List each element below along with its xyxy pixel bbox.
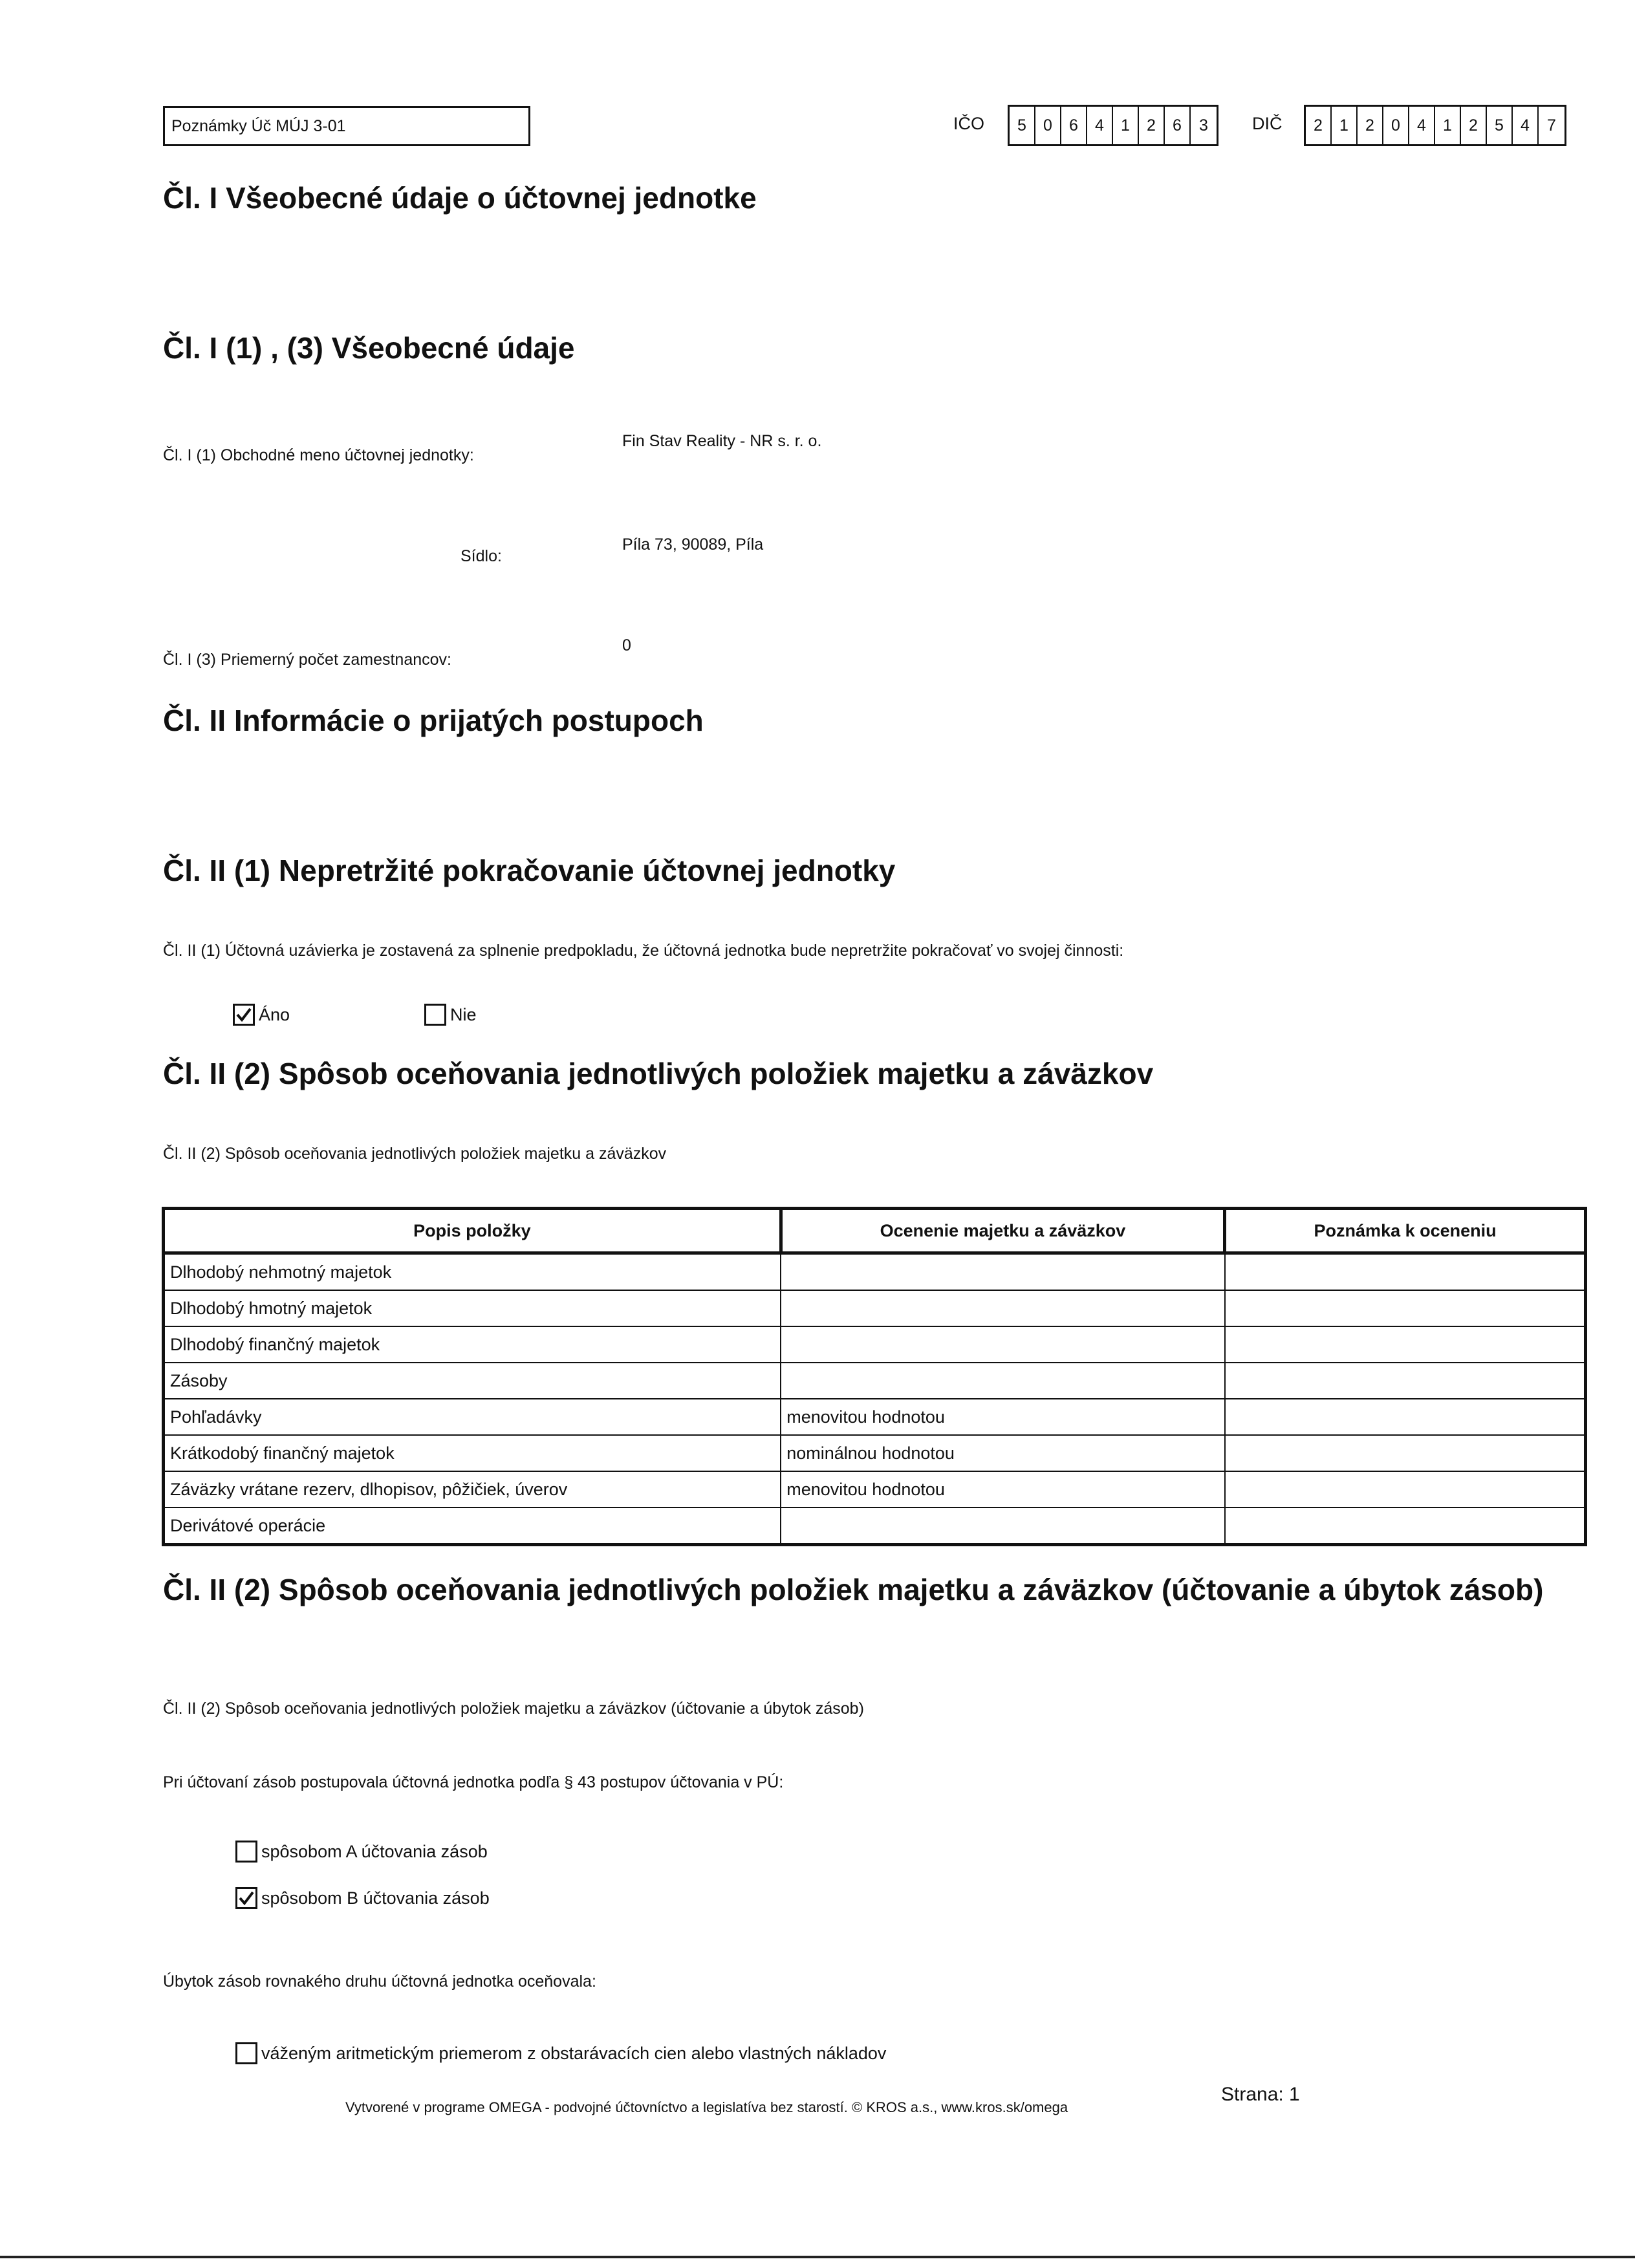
note-cell <box>1225 1399 1586 1435</box>
dic-digit: 4 <box>1513 107 1539 144</box>
checkbox-unchecked[interactable] <box>424 1004 446 1026</box>
column-header: Popis položky <box>164 1209 781 1253</box>
table-row <box>164 1253 1586 1291</box>
checkbox-unchecked[interactable] <box>235 2042 257 2064</box>
check-icon <box>238 1890 255 1906</box>
dic-digit: 2 <box>1461 107 1487 144</box>
valuation-cell: menovitou hodnotou <box>781 1471 1224 1507</box>
dic-label: DIČ <box>1252 114 1283 133</box>
inventory-option-a[interactable] <box>235 1841 488 1863</box>
valuation-cell <box>781 1507 1224 1545</box>
valuation-cell: nominálnou hodnotou <box>781 1435 1224 1471</box>
ico-digit: 2 <box>1139 107 1165 144</box>
footer-credits: Vytvorené v programe OMEGA - podvojné účtovníctvo a legislatíva bez starostí. © KROS a.s., www.kros.sk/omega <box>345 2099 1068 2115</box>
dic-digit: 1 <box>1435 107 1461 144</box>
checkbox-unchecked[interactable] <box>235 1841 257 1863</box>
valuation-cell <box>781 1253 1224 1291</box>
note-cell <box>1225 1471 1586 1507</box>
valuation-cell: menovitou hodnotou <box>781 1399 1224 1435</box>
item-cell: Záväzky vrátane rezerv, dlhopisov, pôžičiek, úverov <box>164 1471 781 1507</box>
column-header: Ocenenie majetku a záväzkov <box>781 1209 1224 1253</box>
option-b-label: spôsobom B účtovania zásob <box>261 1888 490 1908</box>
item-cell: Dlhodobý hmotný majetok <box>164 1290 781 1326</box>
checkbox-checked[interactable] <box>235 1887 257 1909</box>
ico-digit: 6 <box>1165 107 1191 144</box>
ico-digit: 6 <box>1061 107 1087 144</box>
weighted-average-label: váženým aritmetickým priemerom z obstarávacích cien alebo vlastných nákladov <box>261 2043 887 2063</box>
table-row <box>164 1507 1586 1545</box>
note-cell <box>1225 1363 1586 1399</box>
ico-digit: 0 <box>1035 107 1061 144</box>
table-row <box>164 1435 1586 1471</box>
valuation-table <box>162 1207 1587 1546</box>
note-cell <box>1225 1326 1586 1363</box>
item-cell: Zásoby <box>164 1363 781 1399</box>
inventory-option-b[interactable] <box>235 1887 490 1909</box>
dic-digit: 4 <box>1409 107 1435 144</box>
ico-digit: 5 <box>1010 107 1035 144</box>
item-cell: Dlhodobý finančný majetok <box>164 1326 781 1363</box>
ico-label: IČO <box>953 114 985 133</box>
ico-digit: 3 <box>1199 116 1208 135</box>
dic-digit: 5 <box>1487 107 1513 144</box>
yes-label: Áno <box>259 1004 290 1024</box>
inventory-title: Čl. II (2) Spôsob oceňovania jednotlivých položiek majetku a záväzkov (účtovanie a úbytok zásob) <box>163 1573 1544 1606</box>
inventory-method-text: Pri účtovaní zásob postupovala účtovná jednotka podľa § 43 postupov účtovania v PÚ: <box>163 1773 784 1791</box>
checkbox-checked[interactable] <box>233 1004 255 1026</box>
going-concern-text: Čl. II (1) Účtovná uzávierka je zostavená za splnenie predpokladu, že účtovná jednotka bude nepretržite pokračovať vo svojej činnosti: <box>163 942 1124 960</box>
table-row <box>164 1471 1586 1507</box>
dic-digit: 0 <box>1383 107 1409 144</box>
employees-label: Čl. I (3) Priemerný počet zamestnancov: <box>163 651 451 669</box>
section-2-title: Čl. II Informácie o prijatých postupoch <box>163 704 704 737</box>
going-concern-no[interactable] <box>424 1004 477 1026</box>
check-icon <box>235 1006 252 1023</box>
dic-digit: 2 <box>1306 107 1332 144</box>
dic-digits <box>1304 105 1566 146</box>
dic-digit: 1 <box>1332 107 1358 144</box>
valuation-title: Čl. II (2) Spôsob oceňovania jednotlivých položiek majetku a záväzkov <box>163 1057 1154 1090</box>
weighted-average-option[interactable] <box>235 2042 886 2064</box>
section-1-subtitle: Čl. I (1) , (3) Všeobecné údaje <box>163 331 575 365</box>
note-cell <box>1225 1290 1586 1326</box>
table-row <box>164 1326 1586 1363</box>
seat-value: Píla 73, 90089, Píla <box>622 535 764 554</box>
form-code: Poznámky Úč MÚJ 3-01 <box>171 117 346 135</box>
going-concern-title: Čl. II (1) Nepretržité pokračovanie účtovnej jednotky <box>163 854 896 887</box>
table-row <box>164 1290 1586 1326</box>
option-a-label: spôsobom A účtovania zásob <box>261 1841 488 1861</box>
form-code-box <box>163 106 530 146</box>
section-1-title: Čl. I Všeobecné údaje o účtovnej jednotke <box>163 181 757 215</box>
company-name-label: Čl. I (1) Obchodné meno účtovnej jednotky: <box>163 446 474 464</box>
seat-label: Sídlo: <box>460 547 502 565</box>
no-label: Nie <box>450 1004 477 1024</box>
inventory-subtitle: Čl. II (2) Spôsob oceňovania jednotlivých položiek majetku a záväzkov (účtovanie a úbytok zásob) <box>163 1700 864 1718</box>
item-cell: Pohľadávky <box>164 1399 781 1435</box>
table-row <box>164 1363 1586 1399</box>
valuation-cell <box>781 1290 1224 1326</box>
item-cell: Dlhodobý nehmotný majetok <box>164 1253 781 1291</box>
employees-value: 0 <box>622 636 631 654</box>
inventory-decrease-text: Úbytok zásob rovnakého druhu účtovná jednotka oceňovala: <box>163 1972 596 1991</box>
note-cell <box>1225 1253 1586 1291</box>
ico-digit: 1 <box>1113 107 1139 144</box>
dic-digit: 2 <box>1358 107 1383 144</box>
column-header: Poznámka k oceneniu <box>1225 1209 1586 1253</box>
note-cell <box>1225 1507 1586 1545</box>
valuation-cell <box>781 1363 1224 1399</box>
page-number: Strana: 1 <box>1221 2084 1300 2105</box>
ico-digits <box>1008 105 1218 146</box>
company-name-value: Fin Stav Reality - NR s. r. o. <box>622 432 822 450</box>
note-cell <box>1225 1435 1586 1471</box>
item-cell: Krátkodobý finančný majetok <box>164 1435 781 1471</box>
table-header-row <box>164 1209 1586 1253</box>
valuation-subtitle: Čl. II (2) Spôsob oceňovania jednotlivých položiek majetku a záväzkov <box>163 1145 667 1163</box>
scan-edge-divider <box>0 2256 1635 2258</box>
dic-digit: 7 <box>1547 116 1556 135</box>
ico-digit: 4 <box>1087 107 1113 144</box>
valuation-cell <box>781 1326 1224 1363</box>
going-concern-yes[interactable] <box>233 1004 290 1026</box>
item-cell: Derivátové operácie <box>164 1507 781 1545</box>
table-row <box>164 1399 1586 1435</box>
